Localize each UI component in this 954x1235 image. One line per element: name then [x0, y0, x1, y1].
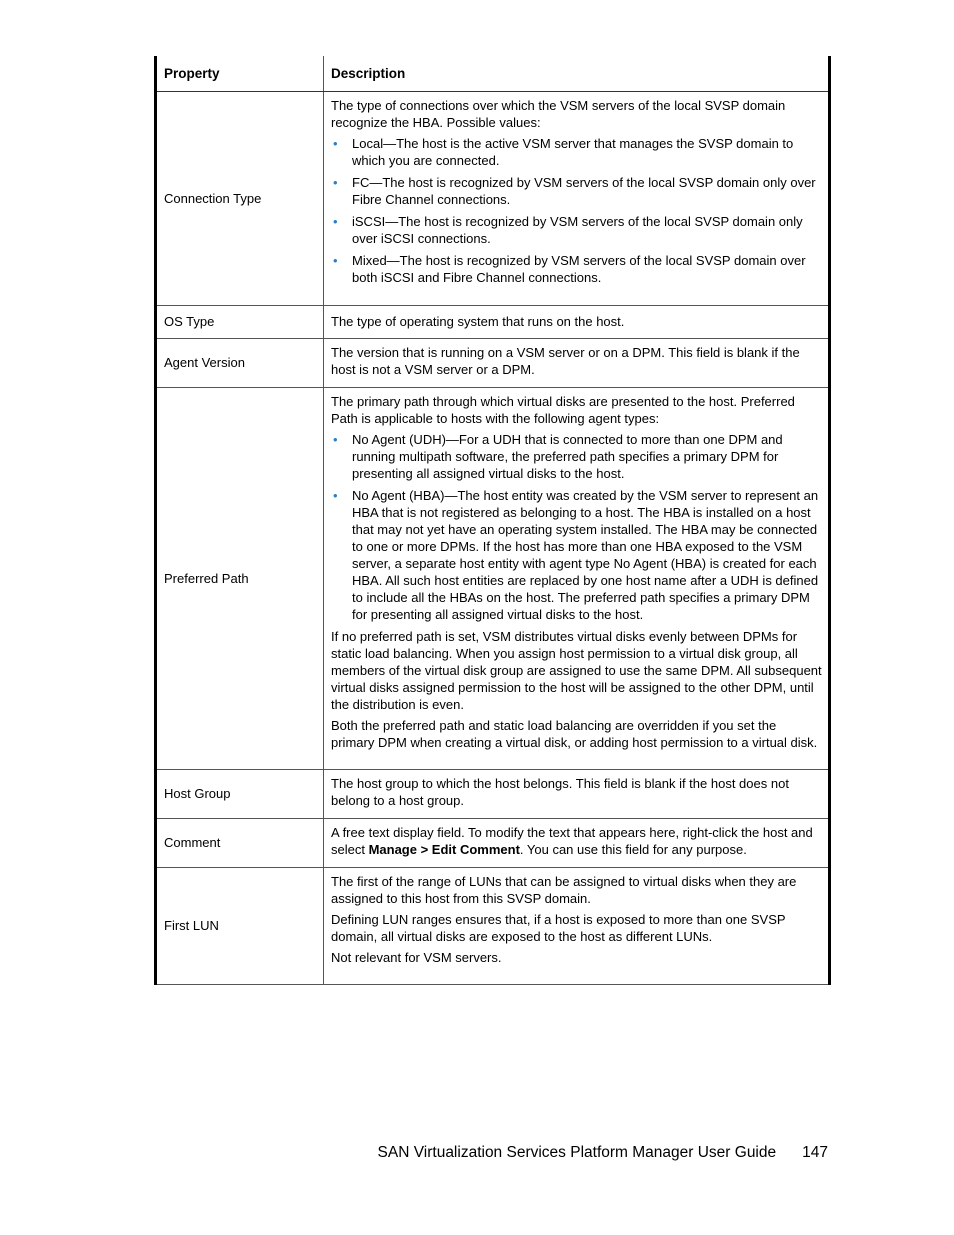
comment-text-after: . You can use this field for any purpose. — [519, 842, 747, 857]
menu-path: Manage > Edit Comment — [368, 842, 520, 857]
description-paragraph: If no preferred path is set, VSM distributes virtual disks evenly between DPMs for static load balancing. When you assign host permission to a virtual disk group, all members of the virtual disk group are assigned to use the same DPM. All subsequent virtual disks assigned permission to the host will be assigned to the other DPM, until the distribution is even. — [331, 629, 822, 712]
property-table — [154, 56, 831, 985]
property-cell: Host Group — [156, 770, 324, 819]
table-header-row — [156, 56, 830, 92]
header-description: Description — [324, 56, 830, 92]
table-row — [156, 92, 830, 306]
bullet-icon: • — [333, 253, 338, 268]
list-item-text: No Agent (UDH)—For a UDH that is connected to more than one DPM and running multipath software, the preferred path specifies a primary DPM for presenting all assigned virtual disks to the host. — [352, 432, 783, 481]
description-cell: The version that is running on a VSM server or on a DPM. This field is blank if the host is not a VSM server or a DPM. — [324, 339, 830, 388]
description-paragraph: The first of the range of LUNs that can be assigned to virtual disks when they are assigned to this host from this SVSP domain. — [331, 874, 797, 906]
description-paragraph: Defining LUN ranges ensures that, if a host is exposed to more than one SVSP domain, all virtual disks are exposed to the host as different LUNs. — [331, 912, 786, 944]
list-item-text: Mixed—The host is recognized by VSM servers of the local SVSP domain over both iSCSI and Fibre Channel connections. — [352, 253, 806, 285]
bullet-icon: • — [333, 432, 338, 447]
values-list — [331, 135, 822, 286]
bullet-icon: • — [333, 136, 338, 151]
bullet-icon: • — [333, 488, 338, 503]
property-cell: Agent Version — [156, 339, 324, 388]
description-paragraph: Not relevant for VSM servers. — [331, 950, 502, 965]
list-item-text: iSCSI—The host is recognized by VSM servers of the local SVSP domain only over iSCSI connections. — [352, 214, 803, 246]
table-row — [156, 306, 830, 339]
property-cell: Connection Type — [156, 92, 324, 306]
table-row — [156, 339, 830, 388]
bullet-icon: • — [333, 175, 338, 190]
page-footer — [0, 1144, 828, 1162]
document-title: SAN Virtualization Services Platform Manager User Guide — [377, 1144, 777, 1161]
description-paragraph: Both the preferred path and static load balancing are overridden if you set the primary DPM when creating a virtual disk, or adding host permission to a virtual disk. — [331, 718, 818, 750]
description-cell: The host group to which the host belongs. This field is blank if the host does not belong to a host group. — [324, 770, 830, 819]
bullet-icon: • — [333, 214, 338, 229]
list-item-text: No Agent (HBA)—The host entity was created by the VSM server to represent an HBA that is not registered as belonging to a host. The HBA is installed on a host that may not yet have an operating system installed. The HBA may be connected to one or more DPMs. If the host has more than one HBA exposed to the VSM server, a separate host entity with agent type No Agent (HBA) is created for each HBA. All such host entities are replaced by one host name after a UDH is defined to include all the HBAs on the host. The preferred path specifies a primary DPM for presenting all assigned virtual disks to the host. — [352, 488, 819, 622]
property-cell: First LUN — [156, 868, 324, 985]
list-item — [331, 213, 822, 247]
list-item — [331, 174, 822, 208]
description-cell — [324, 819, 830, 868]
table-row — [156, 770, 830, 819]
description-intro: The type of connections over which the VSM servers of the local SVSP domain recognize the HBA. Possible values: — [331, 98, 786, 130]
table-row — [156, 868, 830, 985]
table-row — [156, 819, 830, 868]
description-cell — [324, 388, 830, 770]
description-cell — [324, 868, 830, 985]
property-cell: Preferred Path — [156, 388, 324, 770]
agent-types-list — [331, 431, 822, 623]
table-row — [156, 388, 830, 770]
list-item-text: FC—The host is recognized by VSM servers of the local SVSP domain only over Fibre Channel connections. — [352, 175, 816, 207]
property-cell: Comment — [156, 819, 324, 868]
page-number: 147 — [802, 1144, 828, 1161]
comment-text-before: A free text display field. To modify the text that appears here, right-click the host and select — [331, 825, 813, 857]
header-property: Property — [156, 56, 324, 92]
list-item — [331, 487, 822, 623]
property-cell: OS Type — [156, 306, 324, 339]
list-item — [331, 431, 822, 482]
list-item — [331, 135, 822, 169]
list-item — [331, 252, 822, 286]
description-intro: The primary path through which virtual disks are presented to the host. Preferred Path is applicable to hosts with the following agent types: — [331, 394, 795, 426]
property-table-container — [154, 56, 828, 985]
description-cell: The type of operating system that runs on the host. — [324, 306, 830, 339]
list-item-text: Local—The host is the active VSM server that manages the SVSP domain to which you are connected. — [352, 136, 794, 168]
description-cell — [324, 92, 830, 306]
